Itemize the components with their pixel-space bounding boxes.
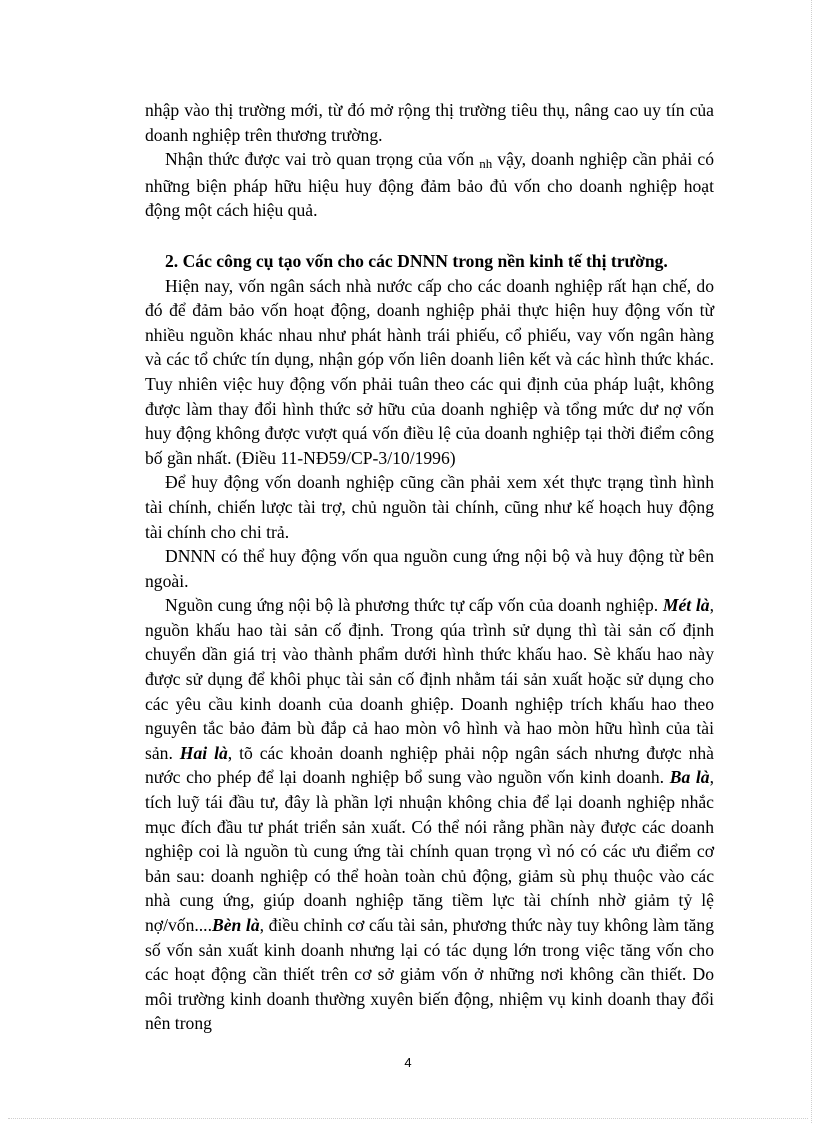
- paragraph-capital-role: [145, 147, 714, 223]
- page-number: 4: [404, 1055, 412, 1070]
- paragraph-state-budget: Hiện nay, vốn ngân sách nhà nước cấp cho các doanh nghiệp rất hạn chế, do đó để đảm bảo vốn hoạt động, doanh nghiệp phải thực hiện huy động vốn từ nhiều nguồn khác nhau như phát hành trái phiếu, cổ phiếu, vay vốn ngân hàng và các tổ chức tín dụng, nhận góp vốn liên doanh liên kết và các hình thức khác. Tuy nhiên việc huy động vốn phải tuân theo các qui định của pháp luật, không được làm thay đổi hình thức sở hữu của doanh nghiệp và tổng mức dư nợ vốn huy động không được vượt quá vốn điều lệ của doanh nghiệp tại thời điểm công bố gần nhất. (Điều 11-NĐ59/CP-3/10/1996): [145, 275, 714, 468]
- page-edge-bottom: [8, 1118, 808, 1119]
- paragraph-text: , nguồn khấu hao tài sản cố định. Trong qúa trình sử dụng thì tài sản cố định chuyển dần giá trị vào thành phẩm dưới hình thức khấu hao. Sè khấu hao này được sử dụng để khôi phục tài sản cố định nhằm tái sản xuất hoặc sử dụng cho các yêu cầu kinh doanh của doanh ghiệp. Doanh nghiệp trích khấu hao theo nguyên tắc bảo đảm bù đắp cả hao mòn vô hình và hao mòn hữu hình của tài sản.: [145, 595, 714, 763]
- section-heading: 2. Các công cụ tạo vốn cho các DNNN trong nền kinh tế thị trường.: [165, 250, 668, 271]
- paragraph-text: , điều chỉnh cơ cấu tài sản, phương thức này tuy không làm tăng số vốn sản xuất kinh doanh nhưng lại có tác dụng lớn trong việc tăng vốn cho các hoạt động cần thiết trên cơ sở giảm vốn ở những nơi không cần thiết. Do môi trường kinh doanh thường xuyên biến động, nhiệm vụ kinh doanh thay đổi nên trong: [145, 915, 714, 1034]
- paragraph-text: , tích luỹ tái đầu tư, đây là phần lợi nhuận không chia để lại doanh nghiệp nhắc mục đích đầu tư phát triển sản xuất. Có thể nói rằng phần này được các doanh nghiệp coi là nguồn tù cung ứng tài chính quan trọng vì nó có các ưu điểm cơ bản sau: doanh nghiệp có thể hoàn toàn chủ động, giảm sù phụ thuộc vào các nhà cung ứng, giúp doanh nghiệp tăng tiềm lực tài chính nhờ giảm tỷ lệ nợ/vốn....: [145, 767, 714, 935]
- paragraph-internal-sources: [145, 593, 714, 1036]
- document-body: [145, 98, 714, 1036]
- emphasis-first: Mét là: [662, 595, 710, 616]
- paragraph-text: vậy, doanh nghiệp cần phải có những biện pháp hữu hiệu huy động đảm bảo đủ vốn cho doanh nghiệp hoạt động một cách hiệu quả.: [145, 149, 714, 221]
- paragraph-text: , tõ các khoản doanh nghiệp phải nộp ngân sách nhưng được nhà nước cho phép để lại doanh nghiệp bổ sung vào nguồn vốn kinh doanh.: [145, 742, 714, 788]
- paragraph-financial-status: Để huy động vốn doanh nghiệp cũng cần phải xem xét thực trạng tình hình tài chính, chiến lược tài trợ, chủ nguồn tài chính, cũng như kế hoạch huy động tài chính cho chi trả.: [145, 472, 714, 542]
- paragraph-text: Nguồn cung ứng nội bộ là phương thức tự cấp vốn của doanh nghiệp.: [165, 595, 663, 616]
- emphasis-third: Ba là: [669, 767, 710, 788]
- emphasis-second: Hai là: [179, 742, 228, 763]
- page-edge-right: [811, 0, 812, 1123]
- emphasis-fourth: Bèn là: [211, 915, 260, 935]
- paragraph-text: Nhận thức được vai trò quan trọng của vốn: [165, 149, 480, 170]
- paragraph-fragment: nh: [479, 156, 493, 172]
- paragraph-continuation: nhập vào thị trường mới, từ đó mở rộng thị trường tiêu thụ, nâng cao uy tín của doanh nghiệp trên thương trường.: [145, 100, 714, 145]
- paragraph-funding-sources: DNNN có thể huy động vốn qua nguồn cung ứng nội bộ và huy động từ bên ngoài.: [145, 546, 714, 591]
